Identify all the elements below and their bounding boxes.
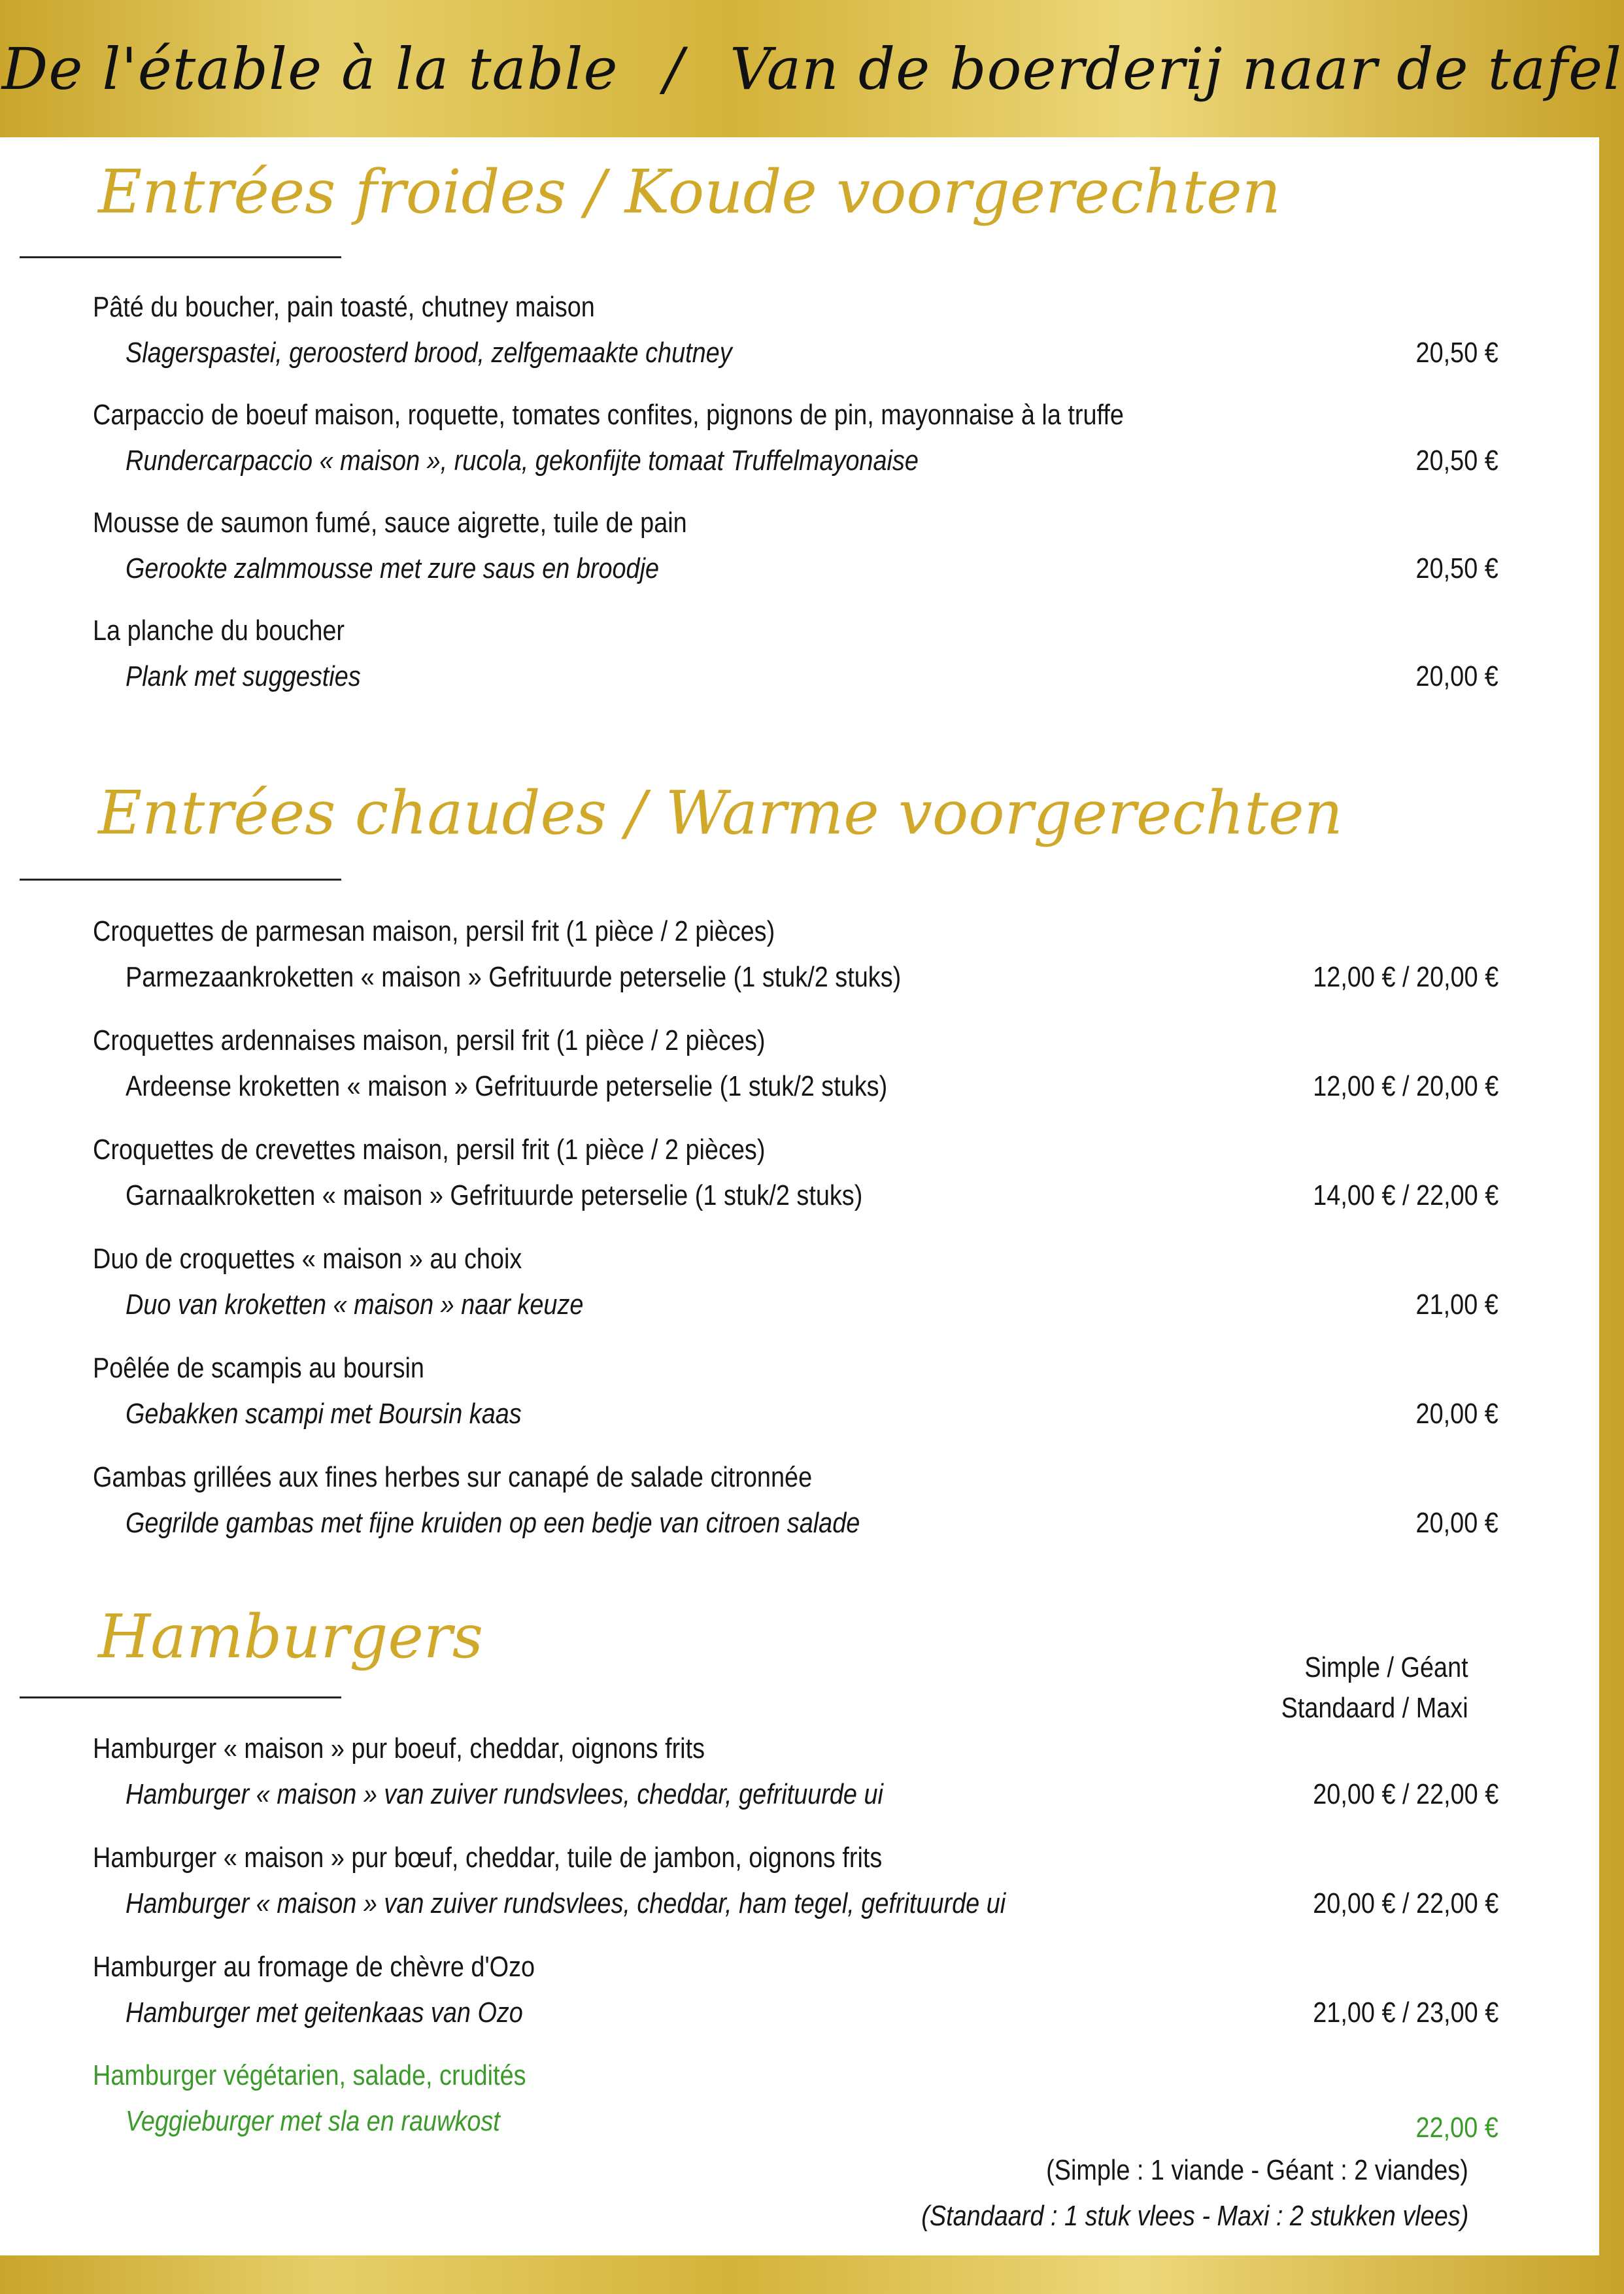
section-title-warm-starters: Entrées chaudes / Warme voorgerechten bbox=[98, 778, 1343, 848]
item-price: 20,00 € bbox=[1415, 1507, 1498, 1539]
item-price: 20,00 € / 22,00 € bbox=[1312, 1778, 1498, 1810]
item-price: 20,50 € bbox=[1415, 445, 1498, 477]
portion-note-nl: (Standaard : 1 stuk vlees - Maxi : 2 stukken vlees) bbox=[921, 2200, 1468, 2232]
item-price: 12,00 € / 20,00 € bbox=[1312, 961, 1498, 993]
item-name-fr: Duo de croquettes « maison » au choix bbox=[93, 1243, 522, 1275]
item-price: 21,00 € bbox=[1415, 1289, 1498, 1321]
item-name-nl: Hamburger « maison » van zuiver rundsvlees, cheddar, ham tegel, gefrituurde ui bbox=[126, 1887, 1006, 1919]
item-name-nl: Veggieburger met sla en rauwkost bbox=[126, 2105, 500, 2137]
item-name-fr: Hamburger « maison » pur bœuf, cheddar, tuile de jambon, oignons frits bbox=[93, 1842, 883, 1874]
section-title-cold-starters: Entrées froides / Koude voorgerechten bbox=[98, 157, 1281, 227]
menu-item bbox=[93, 1835, 1498, 1927]
item-name-nl: Rundercarpaccio « maison », rucola, gekonfijte tomaat Truffelmayonaise bbox=[126, 445, 919, 477]
header-title-fr: De l'étable à la table bbox=[1, 35, 618, 103]
item-name-fr: Carpaccio de boeuf maison, roquette, tomates confites, pignons de pin, mayonnaise à la truffe bbox=[93, 399, 1124, 431]
section-divider bbox=[20, 879, 341, 881]
item-name-nl: Gebakken scampi met Boursin kaas bbox=[126, 1398, 522, 1430]
item-name-nl: Plank met suggesties bbox=[126, 660, 361, 692]
size-header bbox=[1281, 1647, 1468, 1729]
header-title-nl: Van de boerderij naar de tafel bbox=[730, 35, 1623, 103]
item-name-fr: Hamburger végétarien, salade, crudités bbox=[93, 2059, 526, 2091]
item-name-nl: Gerookte zalmmousse met zure saus en broodje bbox=[126, 552, 660, 584]
item-price: 12,00 € / 20,00 € bbox=[1312, 1070, 1498, 1102]
menu-item bbox=[93, 1018, 1498, 1109]
item-price: 20,50 € bbox=[1415, 337, 1498, 369]
item-price: 14,00 € / 22,00 € bbox=[1312, 1179, 1498, 1211]
section-divider bbox=[20, 1696, 341, 1698]
item-name-nl: Gegrilde gambas met fijne kruiden op een bedje van citroen salade bbox=[126, 1507, 860, 1539]
menu-item bbox=[93, 284, 1498, 376]
size-header-nl: Standaard / Maxi bbox=[1281, 1692, 1468, 1724]
section-title-hamburgers: Hamburgers bbox=[98, 1602, 483, 1672]
item-name-nl: Garnaalkroketten « maison » Gefrituurde peterselie (1 stuk/2 stuks) bbox=[126, 1179, 863, 1211]
item-name-nl: Hamburger met geitenkaas van Ozo bbox=[126, 1997, 523, 2029]
item-price: 22,00 € bbox=[1415, 2112, 1498, 2144]
item-name-nl: Ardeense kroketten « maison » Gefrituurde peterselie (1 stuk/2 stuks) bbox=[126, 1070, 888, 1102]
menu-item bbox=[93, 1345, 1498, 1437]
size-header-fr: Simple / Géant bbox=[1304, 1651, 1468, 1683]
item-price: 20,00 € bbox=[1415, 660, 1498, 692]
item-name-fr: Hamburger « maison » pur boeuf, cheddar, oignons frits bbox=[93, 1732, 705, 1764]
menu-item bbox=[93, 1127, 1498, 1219]
item-name-nl: Slagerspastei, geroosterd brood, zelfgemaakte chutney bbox=[126, 337, 732, 369]
menu-item bbox=[93, 1236, 1498, 1328]
section-divider bbox=[20, 256, 341, 258]
item-name-fr: Hamburger au fromage de chèvre d'Ozo bbox=[93, 1951, 535, 1983]
menu-header bbox=[0, 0, 1624, 137]
item-price: 20,00 € / 22,00 € bbox=[1312, 1887, 1498, 1919]
menu-item bbox=[93, 909, 1498, 1000]
item-price: 20,00 € bbox=[1415, 1398, 1498, 1430]
portion-note-fr: (Simple : 1 viande - Géant : 2 viandes) bbox=[1046, 2154, 1468, 2186]
header-separator: / bbox=[664, 35, 685, 103]
item-name-fr: Mousse de saumon fumé, sauce aigrette, tuile de pain bbox=[93, 507, 687, 539]
menu-page bbox=[0, 137, 1599, 2255]
item-name-fr: Gambas grillées aux fines herbes sur canapé de salade citronnée bbox=[93, 1461, 813, 1493]
menu-item bbox=[93, 1944, 1498, 2036]
item-price: 20,50 € bbox=[1415, 552, 1498, 584]
item-name-fr: Pâté du boucher, pain toasté, chutney maison bbox=[93, 291, 595, 323]
item-name-fr: Poêlée de scampis au boursin bbox=[93, 1352, 424, 1384]
item-price: 21,00 € / 23,00 € bbox=[1312, 1997, 1498, 2029]
item-name-fr: Croquettes de crevettes maison, persil frit (1 pièce / 2 pièces) bbox=[93, 1134, 766, 1166]
item-name-fr: La planche du boucher bbox=[93, 615, 345, 647]
menu-item bbox=[93, 392, 1498, 484]
item-name-nl: Parmezaankroketten « maison » Gefrituurde peterselie (1 stuk/2 stuks) bbox=[126, 961, 902, 993]
item-name-nl: Duo van kroketten « maison » naar keuze bbox=[126, 1289, 584, 1321]
item-name-fr: Croquettes ardennaises maison, persil frit (1 pièce / 2 pièces) bbox=[93, 1024, 766, 1056]
menu-item bbox=[93, 608, 1498, 700]
menu-item bbox=[93, 1726, 1498, 1817]
item-name-nl: Hamburger « maison » van zuiver rundsvlees, cheddar, gefrituurde ui bbox=[126, 1778, 883, 1810]
menu-item bbox=[93, 1455, 1498, 1546]
item-name-fr: Croquettes de parmesan maison, persil frit (1 pièce / 2 pièces) bbox=[93, 915, 775, 947]
menu-item bbox=[93, 500, 1498, 592]
menu-item-vegetarian bbox=[93, 2053, 1498, 2144]
